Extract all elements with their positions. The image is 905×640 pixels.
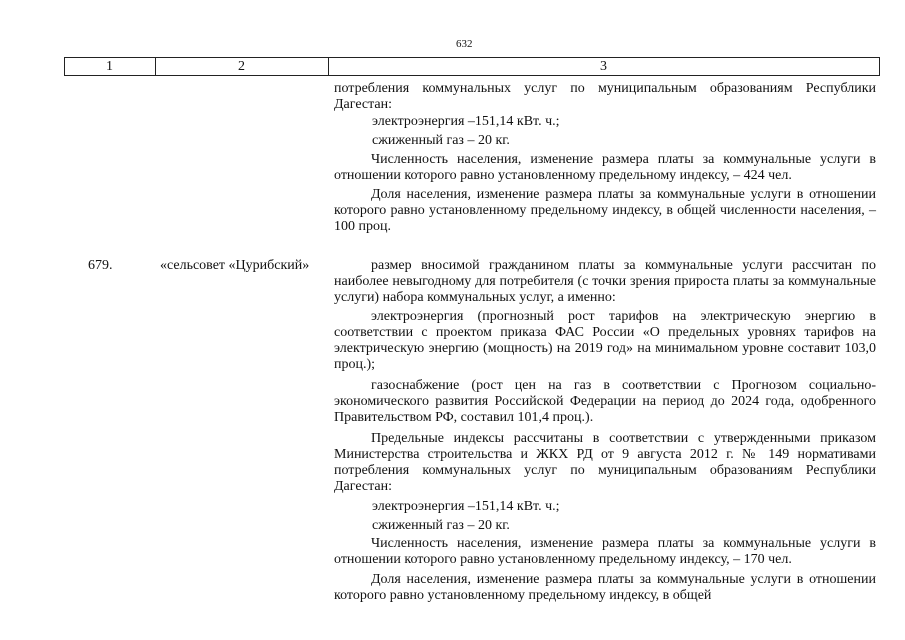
gas-supply-paragraph: газоснабжение (рост цен на газ в соответствии с Прогнозом социально-экономического развития Российской Федерации на период до 2024 года, одобренного Правительством РФ, составил 101,4 проц.). xyxy=(334,378,876,425)
page-number: 632 xyxy=(456,38,473,50)
continued-paragraph: потребления коммунальных услуг по муниципальным образованиям Республики Дагестан: xyxy=(334,81,876,112)
payment-paragraph: размер вносимой гражданином платы за коммунальные услуги рассчитан по наиболее невыгодному для потребителя (с точки зрения прироста платы за коммунальные услуги) набора коммунальных услуг, а именно: xyxy=(334,258,876,305)
share-paragraph: Доля населения, изменение размера платы за коммунальные услуги в отношении которого равно установленному предельному индексу, в общей xyxy=(334,572,876,603)
row-number: 679. xyxy=(88,258,113,273)
municipality-name: «сельсовет «Цурибский» xyxy=(160,258,310,273)
population-paragraph: Численность населения, изменение размера платы за коммунальные услуги в отношении которого равно установленному предельному индексу, – 170 чел. xyxy=(334,536,876,567)
electricity-paragraph: электроэнергия (прогнозный рост тарифов на электрическую энергию в соответствии с проектом приказа ФАС России «О предельных уровнях тарифов на электрическую энергию (мощность) на 2019 год» на минимальном уровне составит 103,0 проц.); xyxy=(334,309,876,372)
header-bottom-rule xyxy=(64,75,880,76)
gas-norm: сжиженный газ – 20 кг. xyxy=(372,133,510,148)
population-paragraph: Численность населения, изменение размера платы за коммунальные услуги в отношении которого равно установленному предельному индексу, – 424 чел. xyxy=(334,152,876,183)
header-col-2: 2 xyxy=(238,59,245,74)
header-divider xyxy=(879,57,880,76)
indices-paragraph: Предельные индексы рассчитаны в соответствии с утвержденными приказом Министерства строительства и ЖКХ РД от 9 августа 2012 г. № 149 нормативами потребления коммунальных услуг по муниципальным образованиям Республики Дагестан: xyxy=(334,431,876,494)
header-col-1: 1 xyxy=(106,59,113,74)
electricity-norm: электроэнергия –151,14 кВт. ч.; xyxy=(372,114,560,129)
header-col-3: 3 xyxy=(600,59,607,74)
share-paragraph: Доля населения, изменение размера платы за коммунальные услуги в отношении которого равно установленному предельному индексу, в общей численности населения, – 100 проц. xyxy=(334,187,876,234)
electricity-norm: электроэнергия –151,14 кВт. ч.; xyxy=(372,499,560,514)
gas-norm: сжиженный газ – 20 кг. xyxy=(372,518,510,533)
